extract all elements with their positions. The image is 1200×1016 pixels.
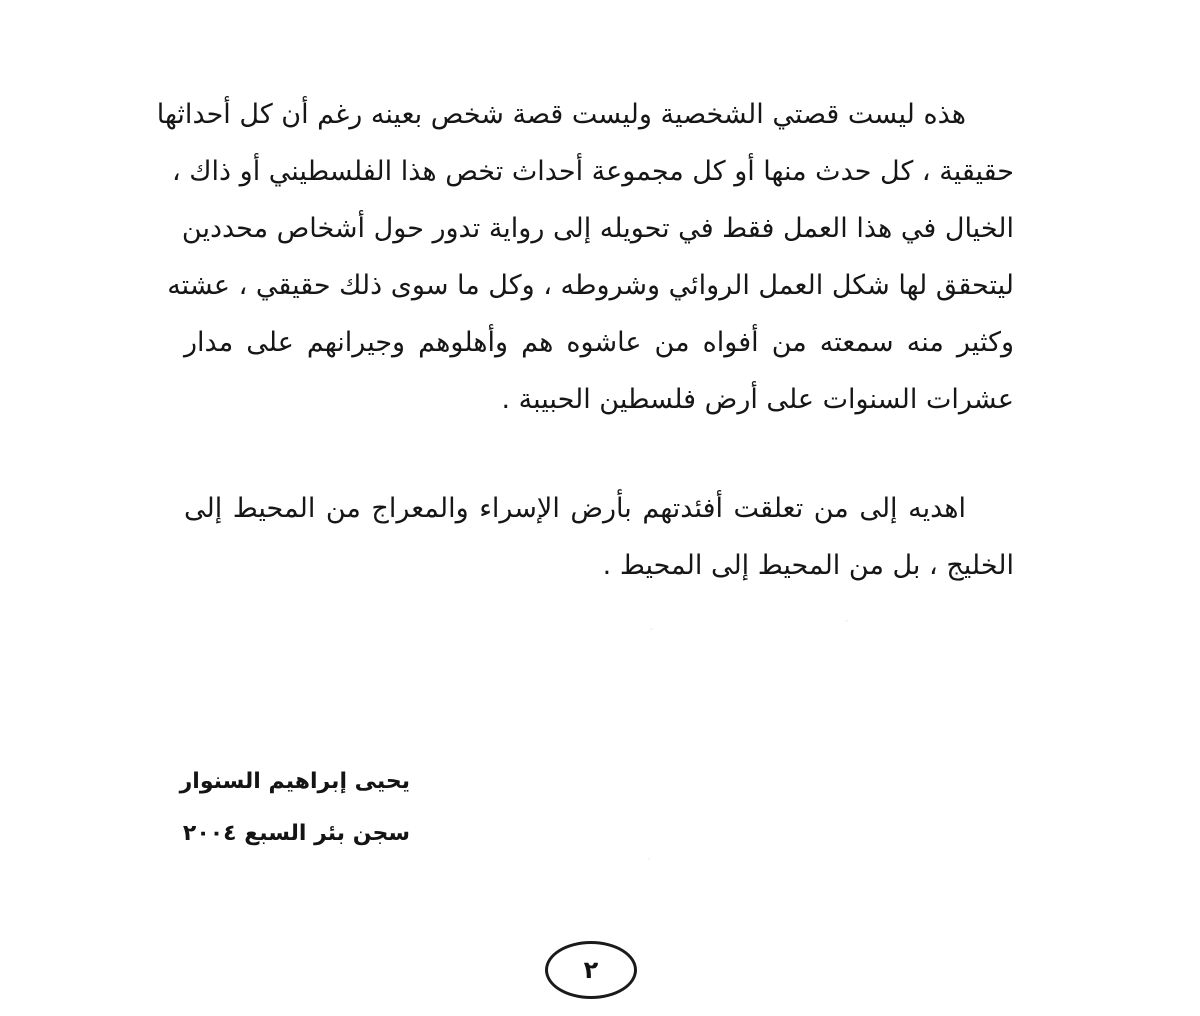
preface-line-1: هذه ليست قصتي الشخصية وليست قصة شخص بعينه رغم أن كل أحداثها (156, 99, 966, 130)
page-number: ٢ (583, 956, 599, 984)
preface-paragraph (156, 86, 1014, 428)
signature-place-date: سجن بئر السبع ٢٠٠٤ (182, 821, 410, 846)
preface-line-6: عشرات السنوات على أرض فلسطين الحبيبة . (501, 384, 1014, 415)
page-number-oval (545, 941, 637, 999)
preface-line-4: ليتحقق لها شكل العمل الروائي وشروطه ، وكل ما سوى ذلك حقيقي ، عشته (167, 270, 1014, 301)
preface-line-5: وكثير منه سمعته من أفواه من عاشوه هم وأهلوهم وجيرانهم على مدار (184, 327, 1014, 358)
scan-speck (650, 628, 653, 630)
scan-speck (845, 620, 848, 622)
author-signature (180, 756, 410, 860)
dedication-line-2: الخليج ، بل من المحيط إلى المحيط . (602, 550, 1014, 581)
author-name: يحيى إبراهيم السنوار (179, 769, 410, 794)
scan-speck (648, 858, 650, 860)
dedication-line-1: اهديه إلى من تعلقت أفئدتهم بأرض الإسراء والمعراج من المحيط إلى (184, 493, 966, 524)
preface-line-3: الخيال في هذا العمل فقط في تحويله إلى رواية تدور حول أشخاص محددين (181, 213, 1014, 244)
dedication-paragraph (184, 480, 1014, 594)
preface-line-2: حقيقية ، كل حدث منها أو كل مجموعة أحداث تخص هذا الفلسطيني أو ذاك ، (172, 156, 1014, 187)
